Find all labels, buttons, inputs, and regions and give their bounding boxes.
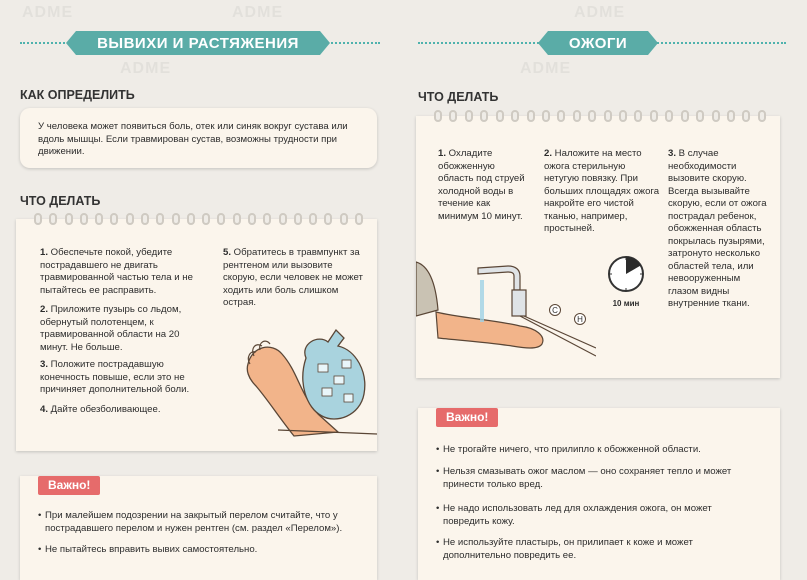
step-1: 1. Обеспечьте покой, убедите пострадавшего не двигать травмированной частью тела и не пытайтесь ее расправить. xyxy=(40,247,193,296)
step-4: 4. Дайте обезболивающее. xyxy=(40,404,161,415)
section-banner-dislocations: ВЫВИХИ И РАСТЯЖЕНИЯ xyxy=(76,31,320,55)
important-badge-right: Важно! xyxy=(436,408,498,427)
section-banner-burns: ОЖОГИ xyxy=(548,31,648,55)
step-3: 3. Положите пострадавшую конечность повыше, если это не причиняет дополнительной боли. xyxy=(40,359,190,395)
timer-clock-icon xyxy=(606,254,646,294)
watermark: ADME xyxy=(120,60,172,77)
watermark: ADME xyxy=(520,60,572,77)
identify-text: У человека может появиться боль, отек или синяк вокруг сустава или вдоль мышцы. Если травмирован сустав, возможны трудности при движении. xyxy=(38,121,348,157)
notepad-card-left xyxy=(16,219,377,451)
identify-card xyxy=(20,108,377,168)
burn-step-1: 1. Охладите обожженную область под струей холодной воды в течение как минимум 10 минут. xyxy=(438,148,525,222)
todo-heading-right: ЧТО ДЕЛАТЬ xyxy=(418,90,499,104)
notepad-card-right xyxy=(416,116,780,378)
important-item: • Не трогайте ничего, что прилипло к обожженной области. xyxy=(436,444,756,457)
watermark: ADME xyxy=(22,4,74,21)
important-card-left xyxy=(20,476,377,580)
todo-heading-left: ЧТО ДЕЛАТЬ xyxy=(20,194,101,208)
important-item: • Не используйте пластырь, он прилипает к коже и может дополнительно повредить ее. xyxy=(436,537,756,562)
step-2: 2. Приложите пузырь со льдом, обернутый полотенцем, к травмированной области на 20 минут. Не больше. xyxy=(40,304,182,353)
tap-hot-label: H xyxy=(574,313,586,325)
tap-cold-label: C xyxy=(549,304,561,316)
burn-step-3: 3. В случае необходимости вызовите скорую. Всегда вызывайте скорую, если от ожога пострадал ребенок, обожженная область покрылась пузырями, затронуто несколько областей тела, или невооруженным глазом видны внутренние ткани. xyxy=(668,148,767,309)
important-item: • При малейшем подозрении на закрытый перелом считайте, что у пострадавшего перелом и нужен рентген (см. раздел «Перелом»). xyxy=(38,510,363,535)
important-card-right xyxy=(418,408,780,580)
important-item: • Не пытайтесь вправить вывих самостоятельно. xyxy=(38,544,363,557)
ice-pack-foot-illustration xyxy=(238,324,377,444)
notepad-rings xyxy=(34,213,363,225)
timer-label: 10 мин xyxy=(612,299,640,308)
identify-heading: КАК ОПРЕДЕЛИТЬ xyxy=(20,88,135,102)
burn-step-2: 2. Наложите на место ожога стерильную нетугую повязку. При больших площадях ожога накройте его чистой тканью, например, простыней. xyxy=(544,148,660,234)
step-5: 5. Обратитесь в травмпункт за рентгеном или вызовите скорую, если человек не может ходить или боль слишком острая. xyxy=(223,247,363,308)
important-item: • Не надо использовать лед для охлаждения ожога, он может повредить кожу. xyxy=(436,503,756,528)
faucet-arm-illustration xyxy=(416,256,596,358)
important-badge-left: Важно! xyxy=(38,476,100,495)
watermark: ADME xyxy=(574,4,626,21)
notepad-rings xyxy=(434,110,766,122)
watermark: ADME xyxy=(232,4,284,21)
important-item: • Нельзя смазывать ожог маслом — оно сохраняет тепло и может принести только вред. xyxy=(436,466,756,491)
